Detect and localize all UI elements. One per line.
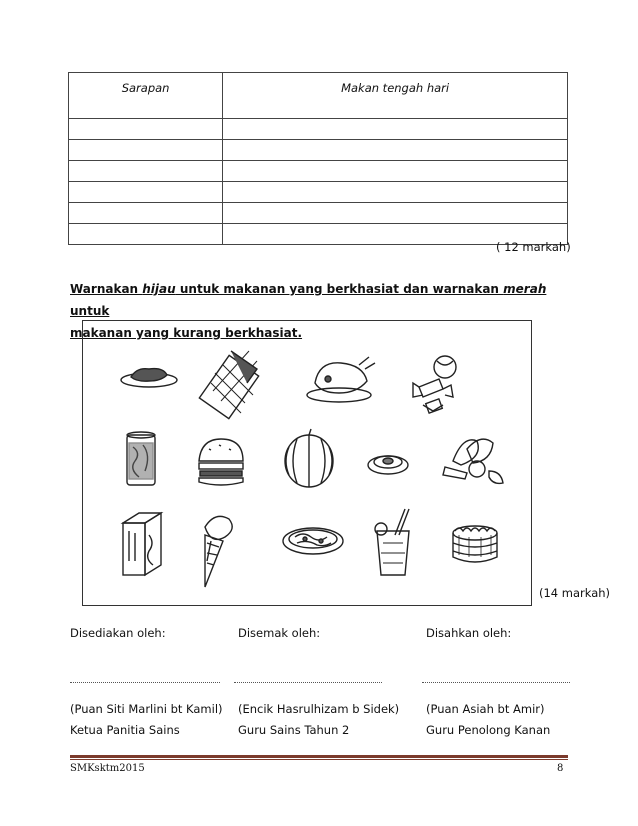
sig-line-approved[interactable]	[422, 682, 570, 683]
instruction-line1: Warnakan hijau untuk makanan yang berkhasiat dan warnakan merah untuk	[70, 282, 547, 318]
roast-chicken-icon[interactable]	[307, 357, 375, 402]
noodle-bowl-icon[interactable]	[283, 528, 343, 554]
candy-icon[interactable]	[413, 356, 456, 413]
sig-title-reviewed: Guru Sains Tahun 2	[238, 723, 350, 737]
page-number: 8	[557, 763, 564, 774]
steak-plate-icon[interactable]	[121, 369, 177, 387]
table-cell[interactable]	[69, 119, 223, 140]
cake-icon[interactable]	[453, 526, 497, 562]
burger-icon[interactable]	[199, 439, 243, 485]
table-cell[interactable]	[223, 119, 568, 140]
milk-carton-icon[interactable]	[123, 513, 161, 575]
footer-rule	[70, 755, 568, 758]
table-cell[interactable]	[69, 203, 223, 224]
sig-name-approved: (Puan Asiah bt Amir)	[426, 702, 545, 716]
sig-title-approved: Guru Penolong Kanan	[426, 723, 551, 737]
sig-label-reviewed: Disemak oleh:	[238, 626, 321, 640]
table-cell[interactable]	[69, 161, 223, 182]
table-cell[interactable]	[69, 140, 223, 161]
juice-glass-icon[interactable]	[375, 509, 409, 575]
sig-label-prepared: Disediakan oleh:	[70, 626, 166, 640]
table-marks: ( 12 markah)	[496, 240, 571, 254]
sig-line-reviewed[interactable]	[234, 682, 382, 683]
sig-name-reviewed: (Encik Hasrulhizam b Sidek)	[238, 702, 400, 716]
food-table	[68, 72, 568, 245]
table-cell[interactable]	[69, 224, 223, 245]
images-marks: (14 markah)	[539, 586, 611, 600]
sig-label-approved: Disahkan oleh:	[426, 626, 512, 640]
vegetables-icon[interactable]	[443, 439, 503, 483]
food-illustrations	[83, 321, 531, 605]
ice-cream-icon[interactable]	[205, 516, 232, 587]
table-cell[interactable]	[223, 203, 568, 224]
table-cell[interactable]	[223, 161, 568, 182]
sig-name-prepared: (Puan Siti Marlini bt Kamil)	[70, 702, 223, 716]
watermelon-icon[interactable]	[285, 429, 333, 487]
table-cell[interactable]	[69, 182, 223, 203]
table-cell[interactable]	[223, 182, 568, 203]
chocolate-bar-icon[interactable]	[199, 351, 258, 419]
sig-title-prepared: Ketua Panitia Sains	[70, 723, 180, 737]
footer-rule-thin	[70, 759, 568, 760]
table-cell[interactable]	[223, 140, 568, 161]
food-image-box	[82, 320, 532, 606]
sig-line-prepared[interactable]	[70, 682, 220, 683]
soda-can-icon[interactable]	[127, 432, 155, 485]
instruction-line2: makanan yang kurang berkhasiat.	[70, 326, 303, 340]
header-sarapan: Sarapan	[69, 73, 223, 119]
footer-school: SMKsktm2015	[70, 763, 145, 774]
fried-egg-icon[interactable]	[368, 456, 408, 474]
header-makan-tengah-hari: Makan tengah hari	[223, 73, 568, 119]
